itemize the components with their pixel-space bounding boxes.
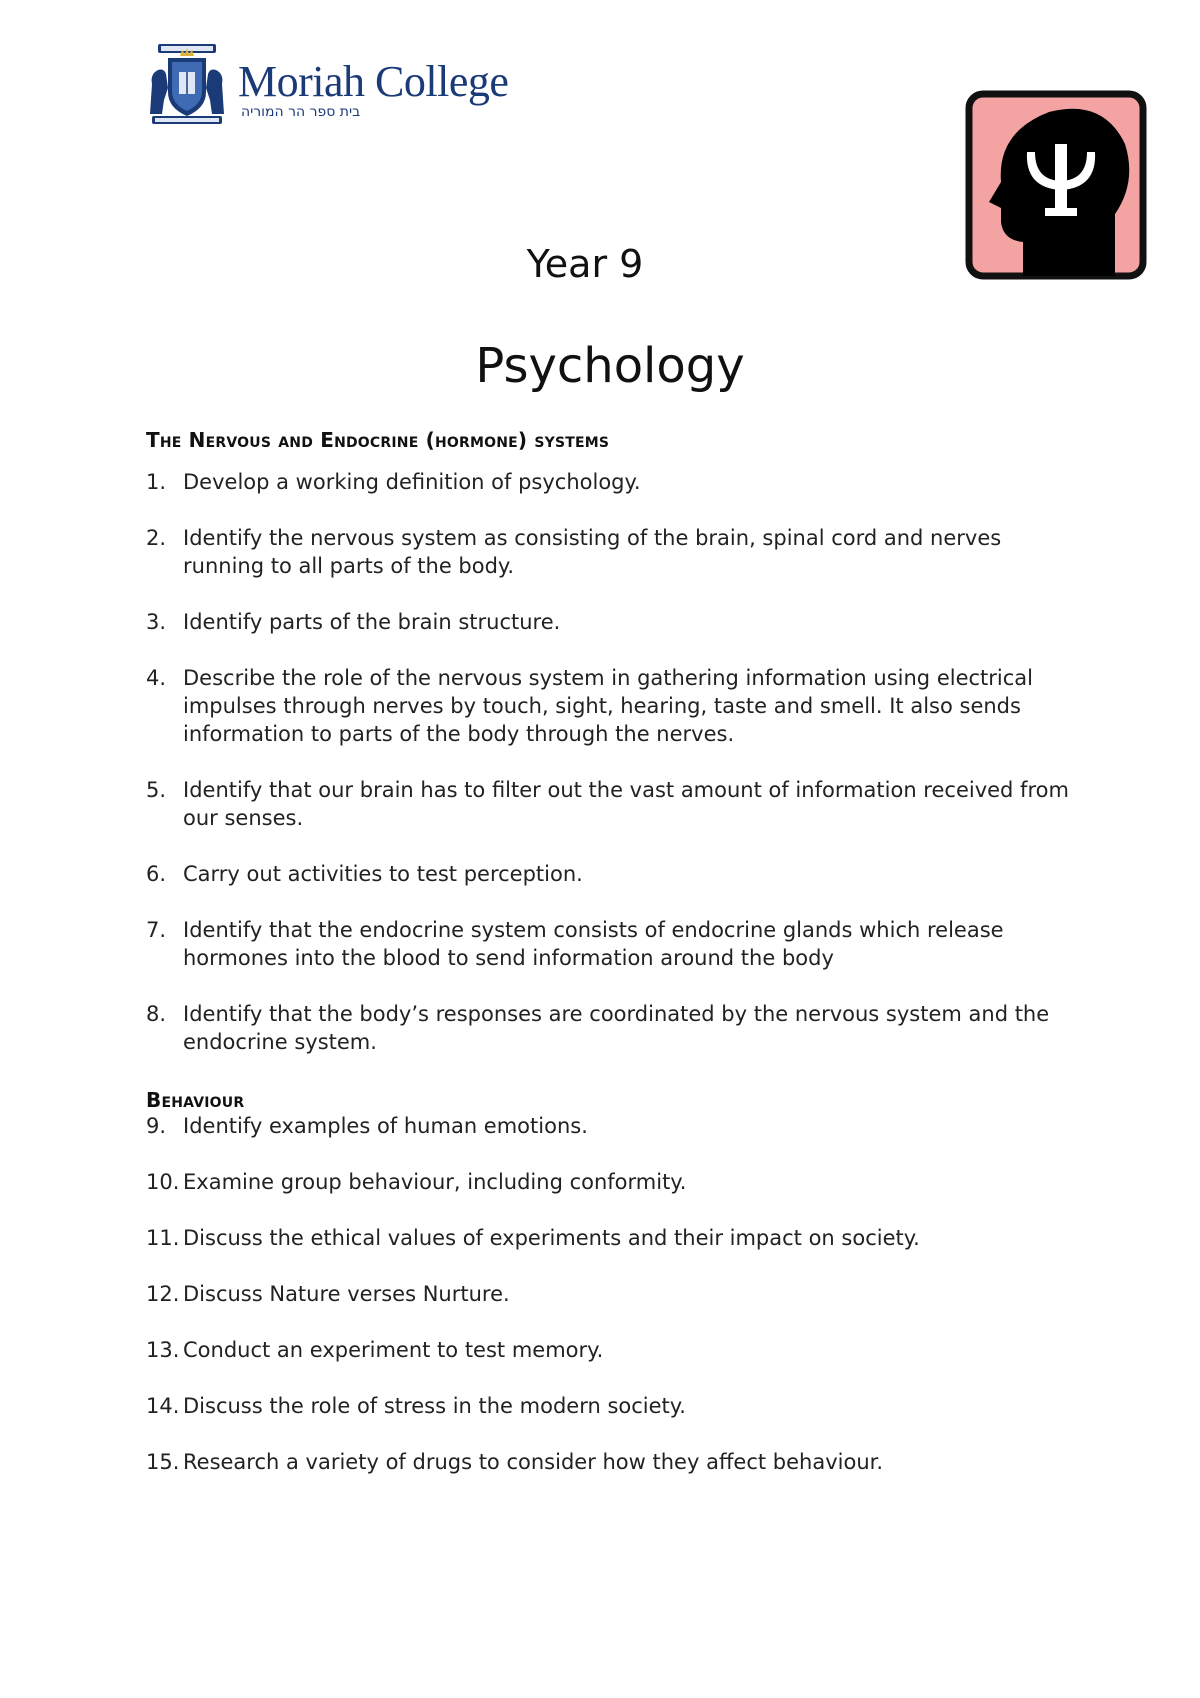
item-text: Describe the role of the nervous system in gathering information using electrical impulses through nerves by touch, sight, hearing, taste and smell. It also sends information to parts of the body through the nerves. xyxy=(183,666,1033,746)
item-text: Discuss the ethical values of experiments and their impact on society. xyxy=(183,1226,920,1250)
list-item xyxy=(146,916,1086,972)
item-number: 9. xyxy=(146,1114,167,1138)
item-number: 8. xyxy=(146,1002,167,1026)
item-number: 2. xyxy=(146,526,167,550)
item-text: Identify that the endocrine system consists of endocrine glands which release hormones into the blood to send information around the body xyxy=(183,918,1004,970)
list-item xyxy=(146,664,1086,748)
college-logo xyxy=(146,40,509,130)
list-item xyxy=(146,524,1086,580)
list-item xyxy=(146,1448,1086,1476)
item-number: 1. xyxy=(146,470,167,494)
item-number: 6. xyxy=(146,862,167,886)
item-text: Identify that the body’s responses are coordinated by the nervous system and the endocrine system. xyxy=(183,1002,1050,1054)
item-number: 4. xyxy=(146,666,167,690)
item-number: 14. xyxy=(146,1394,180,1418)
document-year: Year 9 xyxy=(526,242,644,286)
item-number: 10. xyxy=(146,1170,180,1194)
list-item xyxy=(146,1336,1086,1364)
list-item xyxy=(146,468,1086,496)
list-item xyxy=(146,860,1086,888)
crest-icon xyxy=(146,44,228,126)
list-item xyxy=(146,1224,1086,1252)
item-text: Identify that our brain has to filter out the vast amount of information received from our senses. xyxy=(183,778,1069,830)
item-text: Examine group behaviour, including conformity. xyxy=(183,1170,687,1194)
item-number: 5. xyxy=(146,778,167,802)
item-text: Conduct an experiment to test memory. xyxy=(183,1338,604,1362)
section-heading-nervous-endocrine: The Nervous and Endocrine (hormone) systems xyxy=(146,428,610,452)
list-item xyxy=(146,1112,1086,1140)
item-text: Carry out activities to test perception. xyxy=(183,862,583,886)
college-hebrew-name: בית ספר הר המוריה xyxy=(241,104,361,120)
item-number: 7. xyxy=(146,918,167,942)
item-text: Identify the nervous system as consisting of the brain, spinal cord and nerves running to all parts of the body. xyxy=(183,526,1002,578)
item-text: Research a variety of drugs to consider how they affect behaviour. xyxy=(183,1450,884,1474)
item-text: Identify examples of human emotions. xyxy=(183,1114,588,1138)
list-item xyxy=(146,776,1086,832)
item-number: 12. xyxy=(146,1282,180,1306)
item-number: 13. xyxy=(146,1338,180,1362)
item-number: 15. xyxy=(146,1450,180,1474)
item-text: Identify parts of the brain structure. xyxy=(183,610,561,634)
section-heading-behaviour: Behaviour xyxy=(146,1088,245,1112)
item-text: Develop a working definition of psychology. xyxy=(183,470,641,494)
item-text: Discuss the role of stress in the modern society. xyxy=(183,1394,686,1418)
item-number: 3. xyxy=(146,610,167,634)
college-name: Moriah College xyxy=(238,57,509,106)
item-number: 11. xyxy=(146,1226,180,1250)
objectives-list-nervous-endocrine xyxy=(146,468,1086,1084)
list-item xyxy=(146,1000,1086,1056)
document-title: Psychology xyxy=(475,338,745,394)
list-item xyxy=(146,1392,1086,1420)
list-item xyxy=(146,608,1086,636)
objectives-list-behaviour xyxy=(146,1112,1086,1504)
list-item xyxy=(146,1280,1086,1308)
item-text: Discuss Nature verses Nurture. xyxy=(183,1282,510,1306)
list-item xyxy=(146,1168,1086,1196)
